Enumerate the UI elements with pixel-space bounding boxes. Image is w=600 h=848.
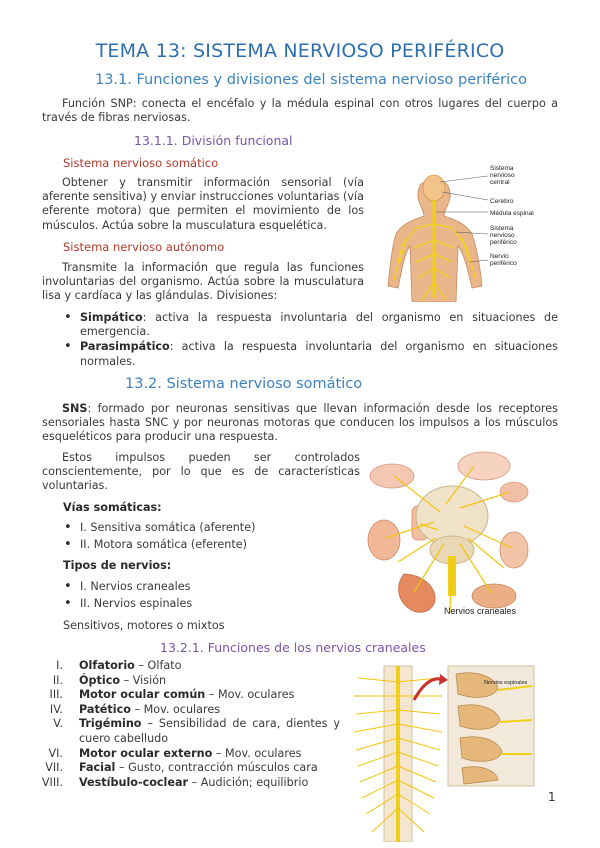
nerve-name: Óptico xyxy=(79,673,121,687)
svg-text:periférico: periférico xyxy=(490,260,517,267)
list-item xyxy=(0,659,340,674)
closing-line: Sensitivos, motores o mixtos xyxy=(63,619,225,632)
division-term: Parasimpático xyxy=(80,340,170,354)
nerve-function: – Sensibilidad de cara, dientes y cuero cabelludo xyxy=(79,717,340,745)
figure-label-snc-1: Sistema xyxy=(490,165,514,172)
nerve-name: Motor ocular común xyxy=(79,688,206,702)
nerve-name: Vestíbulo-coclear xyxy=(79,775,189,789)
list-item xyxy=(0,703,340,718)
svg-text:nervioso: nervioso xyxy=(490,172,515,179)
roman-numeral: III. xyxy=(49,688,63,702)
list-item xyxy=(0,747,340,762)
svg-text:Médula espinal: Médula espinal xyxy=(490,210,534,217)
svg-text:Nervio: Nervio xyxy=(490,253,509,260)
division-text: : activa la respuesta involuntaria del organismo en situaciones de emergencia. xyxy=(80,311,558,339)
cranial-nerves-figure xyxy=(364,446,530,620)
svg-text:Cerebro: Cerebro xyxy=(490,198,514,205)
nerve-function: – Audición; equilibrio xyxy=(188,775,309,789)
sns-term: SNS xyxy=(62,402,88,415)
roman-numeral: V. xyxy=(53,717,63,731)
spinal-nerves-label: Nervios espinales xyxy=(484,680,528,686)
tipos-title: Tipos de nervios: xyxy=(63,559,172,572)
impulses-paragraph: Estos impulsos pueden ser controlados conscientemente, por lo que es de características voluntarias. xyxy=(42,451,360,493)
nerve-function: – Mov. oculares xyxy=(212,746,302,760)
list-item: • I. Sensitiva somática (aferente) xyxy=(58,520,358,535)
vias-title: Vías somáticas: xyxy=(63,501,162,514)
roman-numeral: I. xyxy=(56,659,63,672)
page-title: TEMA 13: SISTEMA NERVIOSO PERIFÉRICO xyxy=(95,40,505,62)
nerve-function: – Visión xyxy=(120,673,167,687)
cranial-nerves-list xyxy=(0,659,340,790)
subsection-heading-13-2-1: 13.2.1. Funciones de los nervios craneales xyxy=(160,640,426,655)
intro-paragraph: Función SNP: conecta el encéfalo y la médula espinal con otros lugares del cuerpo a través de fibras nerviosas. xyxy=(42,97,558,125)
cranial-nerves-label: Nervios craneales xyxy=(444,606,517,616)
section-heading-13-2: 13.2. Sistema nervioso somático xyxy=(125,376,363,392)
svg-text:Sistema: Sistema xyxy=(490,225,514,232)
section-heading-13-1: 13.1. Funciones y divisiones del sistema nervioso periférico xyxy=(94,72,528,88)
nerve-name: Motor ocular externo xyxy=(79,746,213,760)
svg-text:central: central xyxy=(490,179,510,186)
svg-text:periférico: periférico xyxy=(490,239,517,246)
list-item: • II. Motora somática (eferente) xyxy=(58,537,358,552)
nerve-function: – Mov. oculares xyxy=(130,702,221,716)
vias-list xyxy=(58,520,358,552)
division-text: : activa la respuesta involuntaria del organismo en situaciones normales. xyxy=(80,340,558,368)
list-item xyxy=(0,717,340,746)
nerve-name: Facial xyxy=(79,761,116,775)
nerve-name: Olfatorio xyxy=(79,659,135,672)
divisions-list xyxy=(58,311,558,369)
list-item xyxy=(58,311,558,339)
autonomic-paragraph: Transmite la información que regula las funciones involuntarias del organismo. Actúa sobre la musculatura lisa y cardíaca y las glándulas. Divisiones: xyxy=(42,261,364,303)
roman-numeral: VIII. xyxy=(41,775,63,789)
somatic-paragraph: Obtener y transmitir información sensorial (vía aferente sensitiva) y enviar instrucciones voluntarias (vía eferente motora) que permiten el movimiento de los músculos. Actúa sobre la musculatura esquelética. xyxy=(42,176,364,232)
list-item xyxy=(58,340,558,368)
list-item xyxy=(0,761,340,776)
subsection-heading-13-1-1: 13.1.1. División funcional xyxy=(134,133,293,148)
tipos-list xyxy=(58,579,358,611)
list-item xyxy=(0,688,340,703)
sns-text: : formado por neuronas sensitivas que llevan información desde los receptores sensoriales hasta SNC y por neuronas motoras que conducen los impulsos a los músculos esqueléticos para producir una respuesta. xyxy=(42,402,558,444)
division-term: Simpático xyxy=(80,311,143,324)
autonomic-title: Sistema nervioso autónomo xyxy=(63,240,225,254)
nerve-name: Patético xyxy=(79,702,131,716)
page-number: 1 xyxy=(548,790,556,804)
spinal-nerves-figure xyxy=(348,662,538,842)
nerve-function: – Mov. oculares xyxy=(205,688,295,702)
nerve-name: Trigémino xyxy=(79,717,142,731)
roman-numeral: II. xyxy=(52,673,63,687)
roman-numeral: VI. xyxy=(48,746,63,760)
list-item: • I. Nervios craneales xyxy=(58,579,358,594)
sns-paragraph xyxy=(42,402,558,445)
list-item: • II. Nervios espinales xyxy=(58,596,358,611)
somatic-title: Sistema nervioso somático xyxy=(63,156,219,170)
roman-numeral: VII. xyxy=(45,761,63,775)
list-item xyxy=(0,776,340,791)
svg-text:nervioso: nervioso xyxy=(490,232,515,239)
nerve-function: – Olfato xyxy=(134,659,182,672)
roman-numeral: IV. xyxy=(49,702,63,716)
list-item xyxy=(0,674,340,689)
nerve-function: – Gusto, contracción músculos cara xyxy=(115,761,318,775)
nervous-system-figure xyxy=(384,162,560,302)
